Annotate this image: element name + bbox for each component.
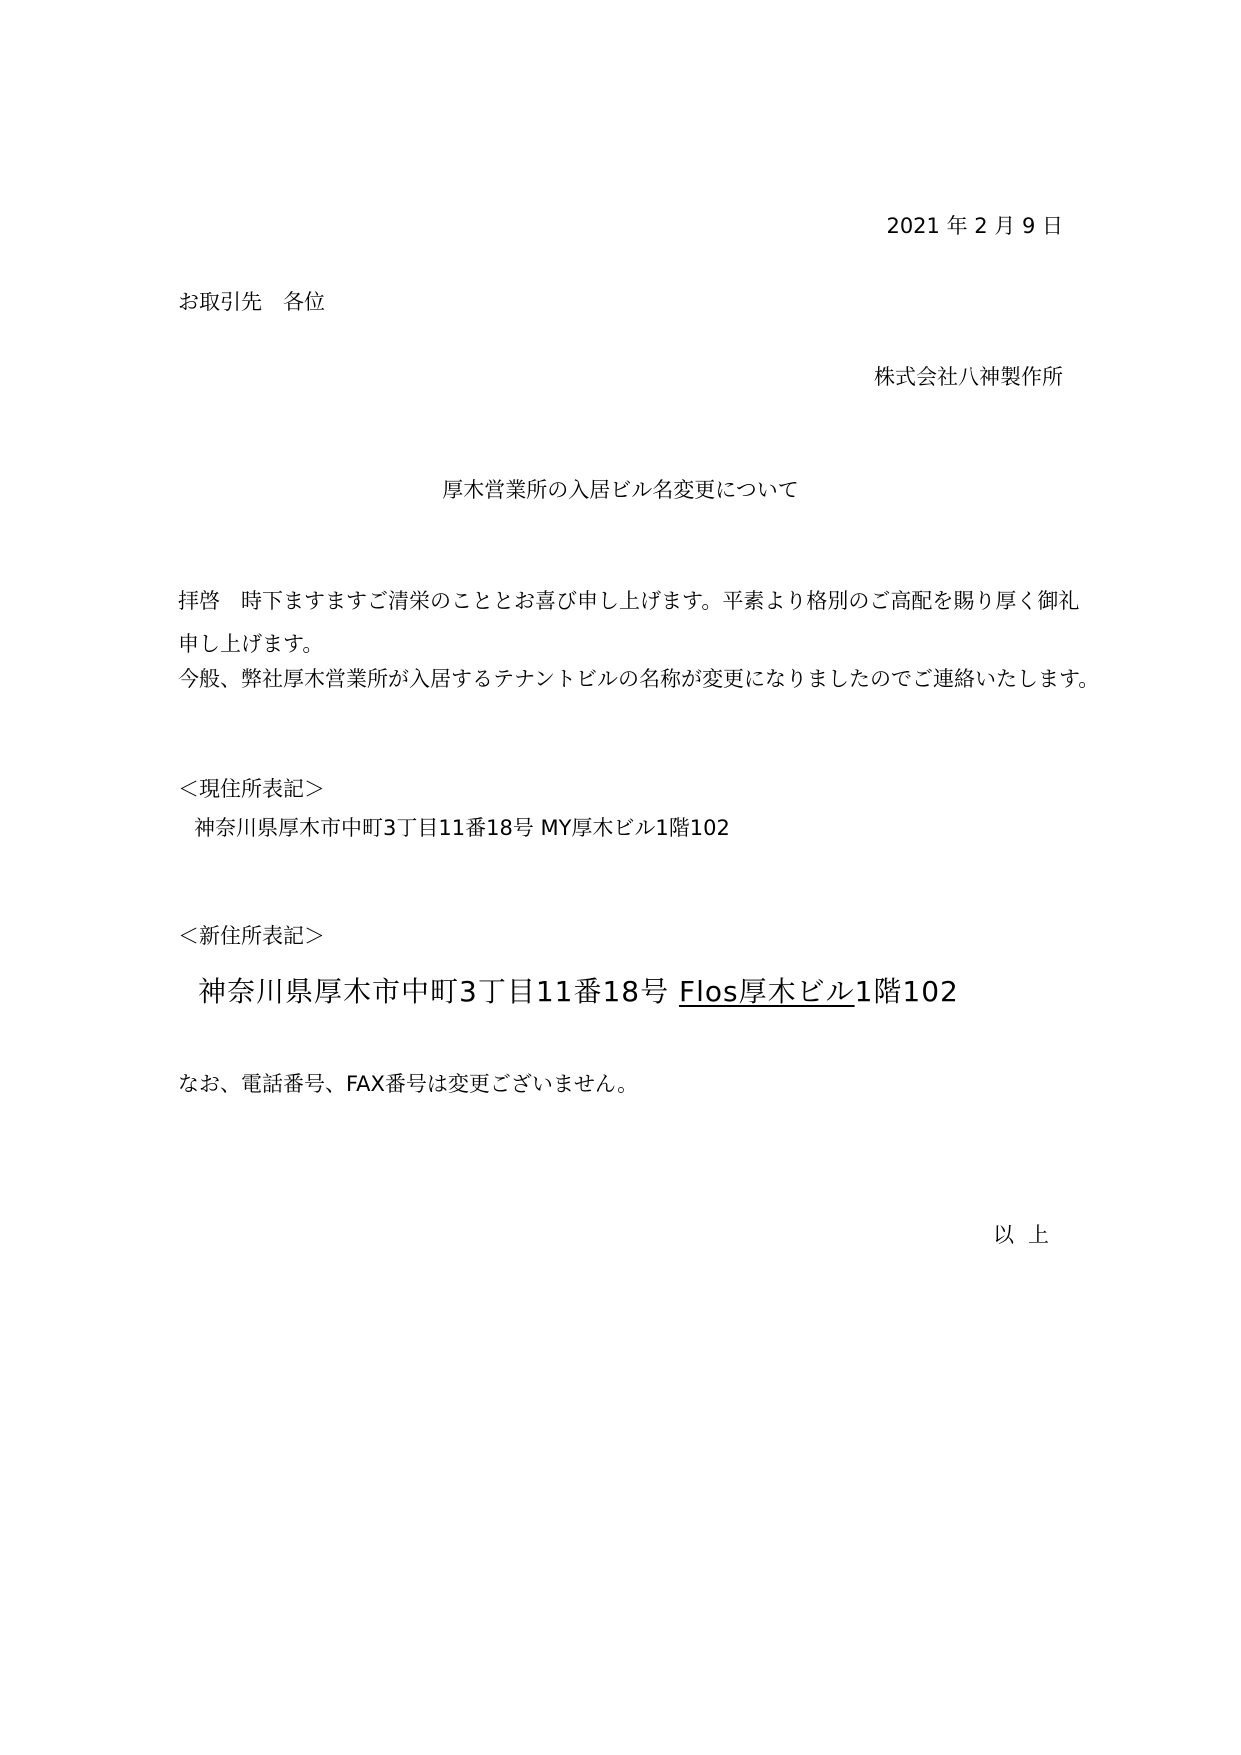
new-address-suffix: 1階102: [854, 975, 959, 1008]
current-address: 神奈川県厚木市中町3丁目11番18号 MY厚木ビル1階102: [194, 816, 730, 840]
new-building-name: Flos厚木ビル: [678, 975, 855, 1008]
new-address: [198, 974, 959, 1010]
new-address-prefix: 神奈川県厚木市中町3丁目11番18号: [198, 975, 670, 1008]
note: なお、電話番号、FAX番号は変更ございません。: [178, 1072, 639, 1096]
closing: 以上: [993, 1223, 1063, 1247]
letter-title: 厚木営業所の入居ビル名変更について: [442, 478, 799, 502]
sender-company: 株式会社八神製作所: [874, 365, 1063, 389]
recipient: お取引先 各位: [178, 290, 325, 314]
body-paragraph-line-1: 拝啓 時下ますますご清栄のこととお喜び申し上げます。平素より格別のご高配を賜り厚く御礼: [178, 589, 1080, 613]
body-paragraph-line-3: 今般、弊社厚木営業所が入居するテナントビルの名称が変更になりましたのでご連絡いたします。: [178, 667, 1100, 691]
letter-date: 2021 年 2 月 9 日: [886, 214, 1063, 238]
body-paragraph-line-2: 申し上げます。: [178, 632, 324, 656]
new-address-label: ＜新住所表記＞: [178, 924, 325, 948]
current-address-label: ＜現住所表記＞: [178, 777, 325, 801]
